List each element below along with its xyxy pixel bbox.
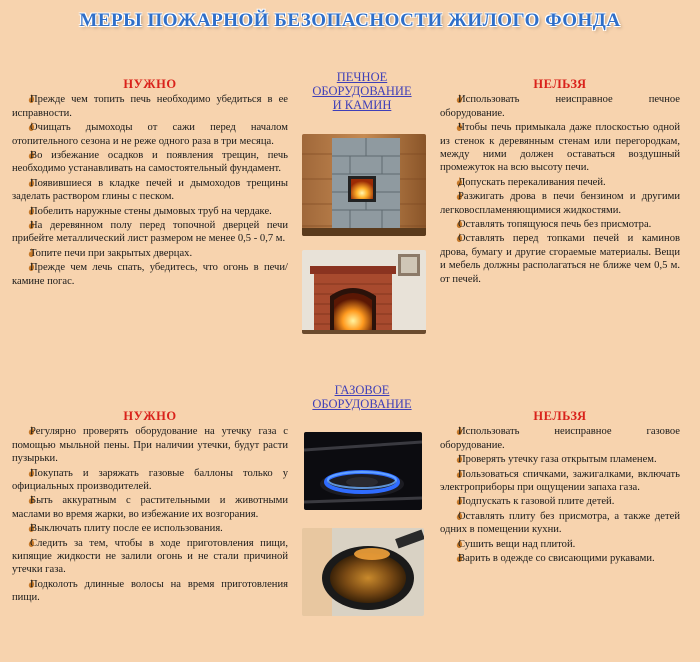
stove-heading-line-2: ОБОРУДОВАНИЕ <box>312 84 412 98</box>
list-item-text: Подколоть длинные волосы на время приготовления пищи. <box>12 578 288 604</box>
flame-bullet-icon <box>20 538 27 547</box>
list-item-text: Использовать неисправное газовое оборудование. <box>440 426 680 451</box>
stove-heading-line-1: ПЕЧНОЕ <box>336 70 388 84</box>
list-item-text: Прежде чем топить печь необходимо убедиться в ее исправности. <box>12 94 288 119</box>
flame-bullet-icon <box>448 177 455 186</box>
flame-bullet-icon <box>448 539 455 548</box>
tiled-stove-photo <box>302 134 426 236</box>
list-item <box>440 121 680 175</box>
stove-must-heading: НУЖНО <box>123 77 177 91</box>
gas-section-heading <box>300 383 424 411</box>
flame-bullet-icon <box>20 94 27 103</box>
list-item <box>12 494 288 521</box>
gas-heading-line-1: ГАЗОВОЕ <box>334 383 390 397</box>
flame-bullet-icon <box>448 469 455 478</box>
list-item <box>12 205 288 218</box>
list-item <box>440 538 680 551</box>
list-item <box>12 247 288 260</box>
list-item <box>440 453 680 466</box>
list-item-text: Сушить вещи над плитой. <box>458 538 576 550</box>
stove-heading-line-3: И КАМИН <box>332 98 392 112</box>
list-item <box>440 176 680 189</box>
list-item <box>440 552 680 565</box>
list-item <box>12 425 288 465</box>
flame-bullet-icon <box>448 511 455 520</box>
list-item-text: Оставлять плиту без присмотра, а также детей одних в помещении кухни. <box>440 510 680 536</box>
flame-bullet-icon <box>448 219 455 228</box>
flame-bullet-icon <box>20 178 27 187</box>
gas-must-not-heading: НЕЛЬЗЯ <box>533 409 587 423</box>
list-item <box>12 522 288 535</box>
list-item <box>440 218 680 231</box>
flame-bullet-icon <box>20 206 27 215</box>
list-item-text: Появившиеся в кладке печей и дымоходов трещины заделать раствором глины с песком. <box>12 177 288 203</box>
flame-bullet-icon <box>20 262 27 271</box>
flame-bullet-icon <box>448 122 455 131</box>
gas-must-heading: НУЖНО <box>123 409 177 423</box>
flame-bullet-icon <box>20 248 27 257</box>
list-item-text: Следить за тем, чтобы в ходе приготовления пищи, кипящие жидкости не залили огонь и не стали причиной утечки газа. <box>12 537 288 576</box>
list-item <box>12 149 288 176</box>
flame-bullet-icon <box>20 122 27 131</box>
flame-bullet-icon <box>20 426 27 435</box>
list-item-text: Быть аккуратным с растительными и животными маслами во время жарки, во избежание их возгорания. <box>12 495 288 520</box>
gas-must-not-column <box>440 410 680 566</box>
list-item <box>12 467 288 494</box>
list-item <box>12 93 288 120</box>
list-item-text: Прежде чем лечь спать, убедитесь, что огонь в печи/камине погас. <box>12 262 288 287</box>
list-item-text: Выключать плиту после ее использования. <box>30 523 223 535</box>
list-item <box>12 219 288 246</box>
flame-bullet-icon <box>448 454 455 463</box>
gas-burner-photo <box>304 432 422 510</box>
list-item <box>12 261 288 288</box>
list-item-text: Подпускать к газовой плите детей. <box>458 496 615 508</box>
flame-bullet-icon <box>20 523 27 532</box>
stove-must-column <box>12 78 288 289</box>
list-item <box>440 468 680 495</box>
list-item-text: Допускать перекаливания печей. <box>458 176 606 188</box>
list-item-text: Использовать неисправное печное оборудование. <box>440 94 680 119</box>
list-item-text: На деревянном полу перед топочной дверцей печи прибейте металлический лист размером не менее 0,5 - 0,7 м. <box>12 220 288 245</box>
list-item <box>12 537 288 577</box>
flame-bullet-icon <box>448 553 455 562</box>
list-item-text: Покупать и заряжать газовые баллоны только у официальных производителей. <box>12 467 288 493</box>
list-item-text: Оставлять перед топками печей и каминов дрова, бумагу и другие сгораемые материалы. Вещи и мебель должны располагаться не ближе чем 0,5 м. от печей. <box>440 233 680 285</box>
flame-bullet-icon <box>20 220 27 229</box>
list-item <box>440 232 680 286</box>
flame-bullet-icon <box>20 579 27 588</box>
flame-bullet-icon <box>20 150 27 159</box>
list-item <box>440 93 680 120</box>
list-item <box>12 177 288 204</box>
flame-bullet-icon <box>20 468 27 477</box>
page-title: МЕРЫ ПОЖАРНОЙ БЕЗОПАСНОСТИ ЖИЛОГО ФОНДА <box>79 10 621 31</box>
flame-bullet-icon <box>448 94 455 103</box>
gas-heading-line-2: ОБОРУДОВАНИЕ <box>312 397 412 411</box>
list-item-text: Побелить наружные стены дымовых труб на чердаке. <box>30 205 272 217</box>
flame-bullet-icon <box>448 426 455 435</box>
list-item-text: Разжигать дрова в печи бензином и другими легковоспламеняющимися жидкостями. <box>440 191 680 216</box>
list-item-text: Чтобы печь примыкала даже плоскостью одной из стенок к деревянным стенам или перегородкам, между ними должен оставаться воздушный промежуток на всю высоту печи. <box>440 122 680 174</box>
list-item-text: Очищать дымоходы от сажи перед началом отопительного сезона и не реже одного раза в три месяца. <box>12 122 288 147</box>
list-item <box>12 578 288 605</box>
list-item <box>12 121 288 148</box>
stove-must-not-heading: НЕЛЬЗЯ <box>533 77 587 91</box>
flame-bullet-icon <box>448 233 455 242</box>
list-item-text: Пользоваться спичками, зажигалками, включать электроприборы при ощущении запаха газа. <box>440 468 680 494</box>
flame-bullet-icon <box>20 495 27 504</box>
list-item <box>440 495 680 508</box>
list-item-text: Оставлять топящуюся печь без присмотра. <box>458 219 652 231</box>
list-item-text: Топите печи при закрытых дверцах. <box>30 247 193 259</box>
list-item <box>440 510 680 537</box>
list-item <box>440 425 680 452</box>
list-item-text: Во избежание осадков и появления трещин, печь необходимо устанавливать на самостоятельный фундамент. <box>12 150 288 175</box>
stove-must-not-column <box>440 78 680 287</box>
list-item <box>440 190 680 217</box>
stove-section-heading <box>300 70 424 112</box>
gas-must-column <box>12 410 288 606</box>
flame-bullet-icon <box>448 496 455 505</box>
list-item-text: Варить в одежде со свисающими рукавами. <box>458 553 655 565</box>
list-item-text: Регулярно проверять оборудование на утечку газа с помощью мыльной пены. При наличии утечки, будут расти пузырьки. <box>12 426 288 465</box>
fireplace-photo <box>302 250 426 334</box>
flame-bullet-icon <box>448 191 455 200</box>
frying-pan-photo <box>302 528 424 616</box>
list-item-text: Проверять утечку газа открытым пламенем. <box>458 454 657 466</box>
